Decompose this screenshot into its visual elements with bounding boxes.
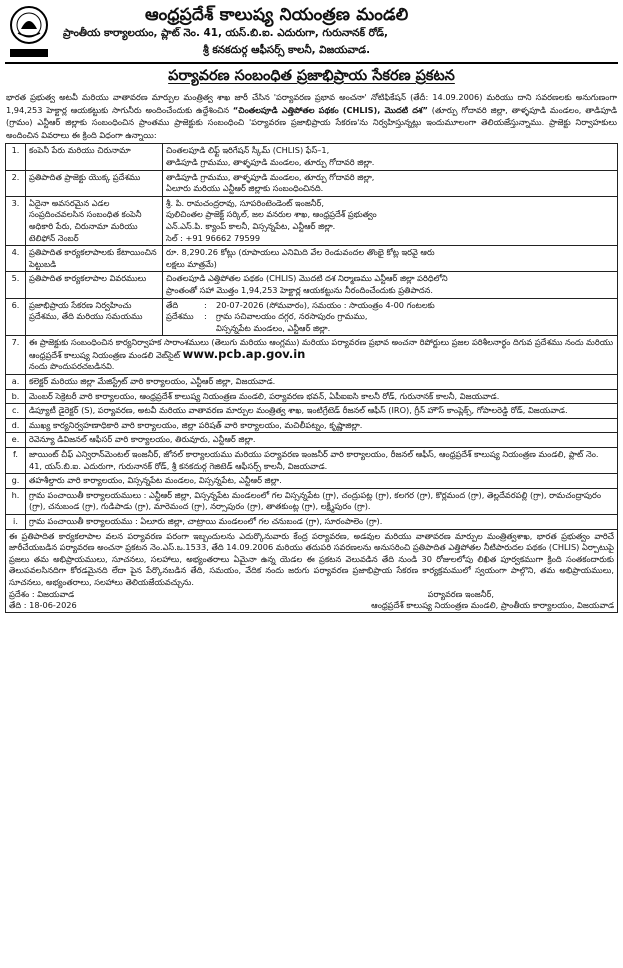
- address-line-1: ప్రాంతీయ కార్యాలయం, ప్లాట్ నెం. 41, యస్.బి.ఐ. ఎదురుగా, గురునానక్ రోడ్,: [63, 27, 388, 39]
- office-letter: h.: [6, 488, 26, 514]
- table-row: [6, 196, 618, 245]
- row-value: [163, 170, 618, 196]
- office-address: ముఖ్య కార్యనిర్వహణాధికారి వారి కార్యాలయం, జిల్లా పరిషత్ వారి కార్యాలయం, మచిలీపట్నం, కృష్ణాజిల్లా.: [26, 418, 618, 433]
- row-label: ప్రతిపాదిత కార్యకలాపాలకు కేటాయించిన పెట్టుబడి: [26, 246, 163, 272]
- row-value-line: శ్రీ. పి. రామచంద్రరావు, సూపరింటెండెంట్ ఇంజనీర్,: [166, 197, 325, 208]
- table-row: [6, 272, 618, 298]
- office-address: రెవెన్యూ డివిజనల్ ఆఫీసర్ వారి కార్యాలయం, తిరువూరు, ఎన్టీఆర్ జిల్లా.: [26, 433, 618, 448]
- row-number: 2.: [6, 170, 26, 196]
- table-row: [6, 144, 618, 170]
- office-address: తహశీల్దారు వారి కార్యాలయం, విస్సన్నపేట మండలం, విస్సన్నపేట, ఎన్టీఆర్ జిల్లా.: [26, 474, 618, 489]
- office-letter: d.: [6, 418, 26, 433]
- office-row: [6, 375, 618, 390]
- row-value-line: చింతలపూడి ఎత్తిపోతల పథకం (CHLIS) మొదటి దశ నిర్మాణము ఎన్టీఆర్ జిల్లా పరిధిలోని: [166, 273, 448, 284]
- office-letter: c.: [6, 404, 26, 419]
- office-address: మెంబర్ సెక్రెటరీ వారి కార్యాలయం, ఆంధ్రప్రదేశ్ కాలుష్య నియంత్రణ మండలి, పర్యావరణ భవన్, ఏపీఐఐసి కాలనీ రోడ్, గురునానక్ కాలనీ, విజయవాడ.: [26, 389, 618, 404]
- row-number: 5.: [6, 272, 26, 298]
- venue-place-label: ప్రదేశము: [166, 311, 194, 322]
- office-letter: b.: [6, 389, 26, 404]
- row-value-line: చింతలపూడి లిఫ్ట్ ఇరిగేషన్ స్కీమ్ (CHLIS) ఫేస్–1,: [166, 145, 330, 156]
- office-address: కలెక్టర్ మరియు జిల్లా మేజిస్ట్రేట్ వారి కార్యాలయం, ఎన్టీఆర్ జిల్లా, విజయవాడ.: [26, 375, 618, 390]
- office-letter: f.: [6, 448, 26, 474]
- office-row: [6, 474, 618, 489]
- closing-cell: [6, 529, 618, 612]
- office-address: గ్రామ పంచాయితీ కార్యాలయములు : ఎన్టీఆర్ జిల్లా, విస్సన్నపేట మండలంలో గల విస్సన్నపేట (గ్రా), చంద్రుపట్ల (గ్రా), కలగర (గ్రా), కొర్లమంద (గ్రా), తెల్లదేవరపల్లి (గ్రా), రామచంద్రాపురం (గ్రా), చనుబండ (గ్రా), గుడిపాడు (గ్రా), మారెమంద (గ్రా), నర్సాపురం (గ్రా), తాతకుంట్ల (గ్రా), లక్ష్మీపురం (గ్రా).: [26, 488, 618, 514]
- row-number: 1.: [6, 144, 26, 170]
- closing-paragraph: ఈ ప్రతిపాదిత కార్యకలాపాల వలన పర్యావరణ పరంగా ఇబ్బందులను ఎదుర్కొనువారు కేంద్ర పర్యావరణ, అడవుల మరియు వాతావరణ మార్పుల మంత్రిత్వశాఖ, భారత ప్రభుత్వం వారిచే జారీచేయబడిన పర్యావరణ అంచనా ప్రకటన నెం.ఎస్.ఒ.1533, తేది 14.09.2006 మరియు తదుపరి సవరణలను అనుసరించి ప్రతిపాదిత ఎత్తిపోతల నీటిపారుదల పథకం (CHLIS) ఏర్పాటుపై ప్రజలు తమ అభిప్రాయములు, సూచనలు, సలహాలు, అభ్యంతరాలు ఏమైనా ఉన్న యెడల ఈ ప్రకటన వెలువడిన తేది నుండి 30 రోజులలోపు లిఖిత పూర్వకముగా క్రింది సంతకందారుకు తెలుపవలసినదిగా కోరడమైనది లేదా పైన పేర్కొనబడిన తేది, సమయం, వేదిక నందు జరుగు పర్యావరణ ప్రజాభిప్రాయ సేకరణ కార్యక్రమములో స్వయంగా పాల్గొని, తమ అభిప్రాయములు, సూచనలు, అభ్యంతరాలు, సలహాలు తెలియజేయవచ్చును.: [9, 530, 614, 587]
- table-row-venue: [6, 298, 618, 336]
- signature-line-2: [9, 600, 614, 611]
- row-value-line: తాడిపూడి గ్రామము, తాళ్ళపూడి మండలం, తూర్పు గోదావరి జిల్లా,: [166, 171, 375, 182]
- row-value-line: రూ. 8,290.26 కోట్లు (రూపాయలు ఎనిమిది వేల రెండువందల తొంభై కోట్ల ఇరవై ఆరు: [166, 247, 435, 258]
- item7-text: ఈ ప్రాజెక్టుకు సంబంధించిన కార్యనిర్వాహక సారాంశములు (తెలుగు మరియు ఆంగ్లము) మరియు పర్యావరణ ప్రభావ అంచనా రిపోర్టులు ప్రజల పరిశీలనార్థం దిగువ ప్రదేశము నందు మరియు ఆంధ్రప్రదేశ్ కాలుష్య నియంత్రణ మండలి వెబ్‌సైట్: [29, 337, 614, 360]
- header: [5, 3, 618, 61]
- item7-text-end: నందు పొందుపరచబడినవి.: [29, 361, 115, 372]
- address-line-2: శ్రీ కనకదుర్గ ఆఫీసర్స్ కాలనీ, విజయవాడ.: [203, 44, 371, 56]
- details-table: [5, 143, 618, 612]
- office-address: జాయింట్ చీఫ్ ఎన్విరాన్‌మెంటల్ ఇంజనీర్, జోనల్ కార్యాలయము మరియు పర్యావరణ ఇంజనీర్ వారి కార్యాలయం, రీజనల్ ఆఫీస్, ఆంధ్రప్రదేశ్ కాలుష్య నియంత్రణ మండలి, ప్లాట్ నెం. 41, యస్.బి.ఐ. ఎదురుగా, గురునానక్ రోడ్, శ్రీ కనకదుర్గ గెజిటెడ్ ఆఫీసర్స్ కాలనీ, విజయవాడ.: [26, 448, 618, 474]
- venue-place-value-2: విస్సన్నపేట మండలం, ఎన్టీఆర్ జిల్లా.: [216, 322, 331, 333]
- row-value: [163, 196, 618, 245]
- row-value-line: పులిచింతల ప్రాజెక్ట్ సర్కిల్, జల వనరుల శాఖ, ఆంధ్రప్రదేశ్ ప్రభుత్వం: [166, 209, 377, 220]
- website-link[interactable]: www.pcb.ap.gov.in: [182, 346, 306, 361]
- office-row: [6, 404, 618, 419]
- row-number: 3.: [6, 196, 26, 245]
- table-row: [6, 246, 618, 272]
- venue-date-label: తేది: [166, 299, 179, 310]
- row-label: ఏదైనా అవసరమైన ఎడల సంప్రదించవలసిన సంబంధిత కంపెనీ అధికారి పేరు, చిరునామా మరియు టెలిఫోన్ నెంబర్: [26, 196, 163, 245]
- office-letter: i.: [6, 515, 26, 530]
- row-number: 4.: [6, 246, 26, 272]
- office-letter: g.: [6, 474, 26, 489]
- table-row: [6, 170, 618, 196]
- date-label: తేది : 18-06-2026: [9, 599, 77, 610]
- venue-date-value: 20-07-2026 (సోమవారం), సమయం : సాయంత్రం 4-00 గంటలకు: [216, 299, 435, 310]
- intro-project-name: “చింతలపూడి ఎత్తిపోతల పథకం (CHLIS), మొదటి దశ”: [232, 104, 428, 115]
- row-value: [163, 144, 618, 170]
- closing-row: [6, 529, 618, 612]
- org-name: ఆంధ్రప్రదేశ్ కాలుష్య నియంత్రణ మండలి: [145, 5, 409, 25]
- office-row: [6, 448, 618, 474]
- row-value-line: లక్షలు మాత్రమే): [166, 258, 217, 269]
- header-divider: [5, 62, 618, 64]
- venue-place-value-1: గ్రామ సచివాలయం దగ్గర, నరసాపురం గ్రామము,: [216, 311, 368, 322]
- row-value-line: ఎన్.ఎస్.పి. క్యాంప్ కాలనీ, విస్సన్నపేట, ఎన్టీఆర్ జిల్లా.: [166, 220, 336, 231]
- row-label: ప్రతిపాదిత ప్రాజెక్టు యొక్క ప్రదేశము: [26, 170, 163, 196]
- office-address: గ్రామ పంచాయితీ కార్యాలయము : ఏలూరు జిల్లా, చాట్రాయి మండలంలో గల చనుబండ (గ్రా), సూరంపాలెం (గ్రా).: [26, 515, 618, 530]
- row-value: [163, 272, 618, 298]
- signatory-office: ఆంధ్రప్రదేశ్ కాలుష్య నియంత్రణ మండలి, ప్రాంతీయ కార్యాలయం, విజయవాడ: [371, 599, 614, 610]
- intro-part-2: (తూర్పు గోదావరి జిల్లా, తాళ్ళపూడి మండలం, తాడిపూడి (గ్రామం) ఎన్టీఆర్ జిల్లాకు సంబంధించిన ప్రాంతము ప్రాజెక్టుకు సంబంధించి 'పర్యావరణ ప్రజాభిప్రాయ సేకరణ'ను నిర్వహిస్తున్నట్లు ఇందుమూలంగా తెలియజేస్తున్నాము. ప్రాజెక్టు నిర్వాహకులు అందించిన వివరాలు ఈ క్రింది విధంగా ఉన్నాయి:: [6, 104, 618, 140]
- row-label: ప్రజాభిప్రాయ సేకరణ నిర్వహించు ప్రదేశము, తేది మరియు సమయము: [26, 298, 163, 336]
- office-row: [6, 389, 618, 404]
- office-letter: e.: [6, 433, 26, 448]
- office-letter: a.: [6, 375, 26, 390]
- row-value-line: ఏలూరు మరియు ఎన్టీఆర్ జిల్లాకు సంబంధించినది.: [166, 183, 324, 194]
- office-address: డిప్యూటీ డైరెక్టర్ (S), పర్యావరణ, అటవీ మరియు వాతావరణ మార్పుల మంత్రిత్వ శాఖ, ఇంటిగ్రేటెడ్ రీజనల్ ఆఫీస్ (IRO), గ్రీన్ హౌస్ కాంప్లెక్స్, గోపాలరెడ్డి రోడ్, విజయవాడ.: [26, 404, 618, 419]
- office-row: [6, 418, 618, 433]
- signature-line-1: [9, 589, 614, 600]
- row-value: తేది : 20-07-2026 (సోమవారం), సమయం : సాయంత్రం 4-00 గంటలకు ప్రదేశము : గ్రామ సచివాలయం దగ్గర, నరసాపురం గ్రామము, విస్సన్నపేట మండలం, ఎన్టీఆర్ జిల్లా.: [163, 298, 618, 336]
- office-row: [6, 515, 618, 530]
- row-number: 7.: [6, 336, 26, 375]
- row-label: కంపెనీ పేరు మరియు చిరునామా: [26, 144, 163, 170]
- appcb-logo-icon: [8, 5, 50, 59]
- signatory-title: పర్యావరణ ఇంజనీర్,: [427, 588, 494, 599]
- notice-title: పర్యావరణ సంబంధిత ప్రజాభిప్రాయ సేకరణ ప్రకటన: [168, 68, 455, 84]
- office-row: [6, 488, 618, 514]
- intro-paragraph: [5, 91, 618, 141]
- row-value-line: సెల్ : +91 96662 79599: [166, 232, 261, 243]
- intro-part-1: భారత ప్రభుత్వ అటవీ మరియు వాతావరణ మార్పుల మంత్రిత్వ శాఖ జారీ చేసిన 'పర్యావరణ ప్రభావ అంచనా' నోటిఫికేషన్ (తేదీ: 14.09.2006) మరియు దాని సవరణలకు అనుగుణంగా 1,94,253 హెక్టార్ల ఆయకట్టుకు సాగునీరు అందించేందుకు ఉద్దేశించిన: [6, 92, 617, 115]
- row-value-line: ప్రాంతంతో సహా మొత్తం 1,94,253 హెక్టార్ల ఆయకట్టును నీరందించేందుకు ప్రతిపాదన.: [166, 284, 434, 295]
- row-number: 6.: [6, 298, 26, 336]
- office-row: [6, 433, 618, 448]
- table-row-7: [6, 336, 618, 375]
- place-label: ప్రదేశం : విజయవాడ: [9, 588, 75, 599]
- row-value: [163, 246, 618, 272]
- row-value-line: తాడిపూడి గ్రామము, తాళ్ళపూడి మండలం, తూర్పు గోదావరి జిల్లా.: [166, 156, 375, 167]
- row-label: ప్రతిపాదిత కార్యకలాపాల వివరములు: [26, 272, 163, 298]
- row-value: [26, 336, 618, 375]
